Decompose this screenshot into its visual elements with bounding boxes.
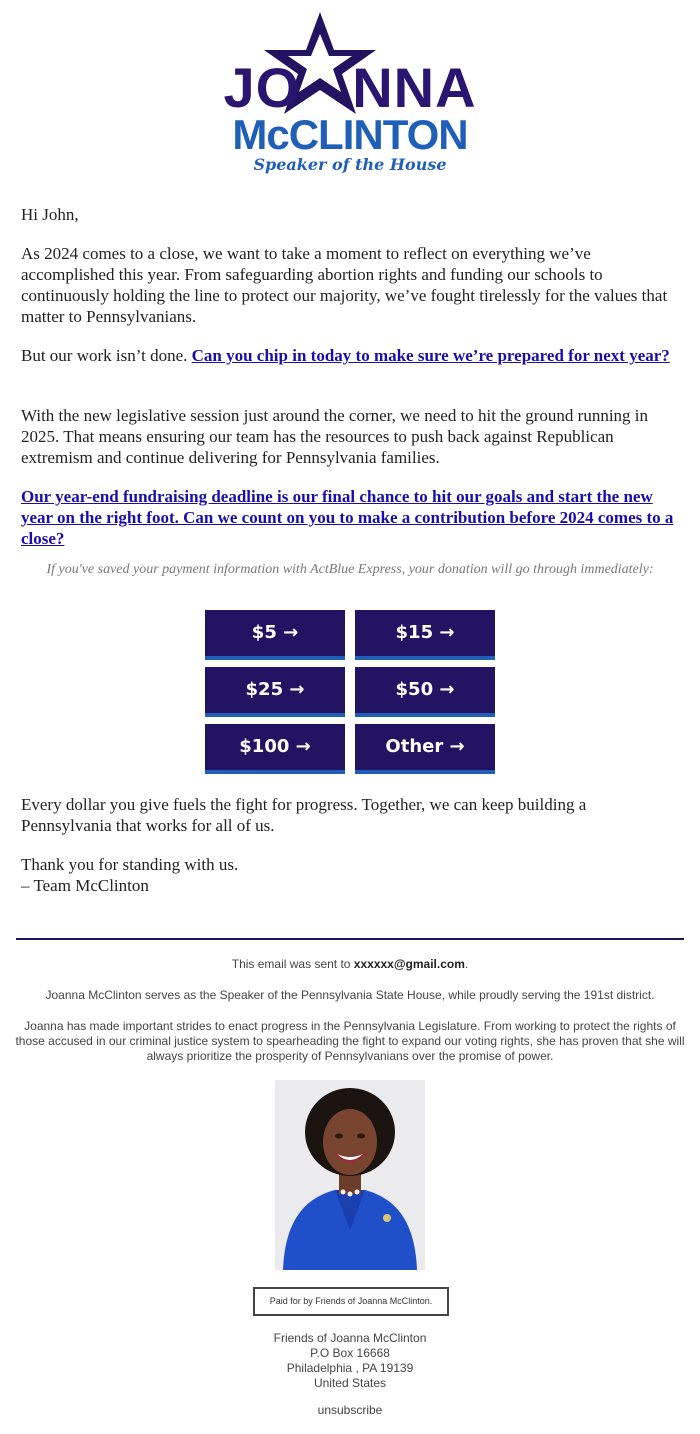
address-line: Philadelphia , PA 19139	[286, 1361, 414, 1375]
donate-other-button[interactable]: Other →	[355, 724, 495, 774]
donate-25-button[interactable]: $25 →	[205, 667, 345, 717]
logo-name-first: JO NNA	[223, 56, 477, 119]
paragraph-chip-in-text: But our work isn’t done.	[21, 346, 192, 365]
sent-to-line	[15, 957, 685, 972]
candidate-portrait-icon	[275, 1080, 425, 1270]
logo-tagline: Speaker of the House	[253, 155, 447, 174]
paragraph-reflect: As 2024 comes to a close, we want to take a moment to reflect on everything we’ve accomplished this year. From safeguarding abortion rights and funding our schools to continuously holding the line to protect our majority, we’ve fought tirelessly for the values that matter to Pennsylvanians.	[21, 244, 668, 326]
paragraph-chip-in	[21, 345, 681, 366]
logo-name-last: McCLINTON	[232, 111, 468, 158]
paragraph-session: With the new legislative session just around the corner, we need to hit the ground running in 2025. That means ensuring our team has the resources to push back against Republican extremism and continue delivering for Pennsylvania families.	[21, 406, 649, 467]
footer-divider	[16, 938, 684, 940]
sign-off	[21, 854, 681, 896]
chip-in-link[interactable]: Can you chip in today to make sure we’re prepared for next year?	[191, 346, 670, 365]
bio-progress: Joanna has made important strides to enact progress in the Pennsylvania Legislature. From working to protect the rights of those accused in our criminal justice system to spearheading the fight to expand our voting rights, she has proven that she will always prioritize the prosperity of Pennsylvanians over the promise of power.	[15, 1019, 685, 1063]
unsubscribe-link[interactable]: unsubscribe	[317, 1403, 383, 1417]
sign-off-thanks: Thank you for standing with us.	[21, 855, 239, 874]
sent-to-suffix: .	[464, 957, 469, 971]
candidate-photo	[275, 1080, 425, 1270]
paid-for-disclaimer: Paid for by Friends of Joanna McClinton.	[253, 1287, 449, 1316]
sent-to-prefix: This email was sent to	[231, 957, 354, 971]
address-line: P.O Box 16668	[310, 1346, 390, 1360]
mailing-address	[15, 1331, 685, 1391]
greeting: Hi John,	[21, 205, 79, 224]
donate-100-button[interactable]: $100 →	[205, 724, 345, 774]
paragraph-every-dollar: Every dollar you give fuels the fight for progress. Together, we can keep building a Pennsylvania that works for all of us.	[21, 795, 587, 835]
recipient-email: xxxxxx@gmail.com	[353, 957, 465, 971]
paragraph-deadline	[21, 486, 681, 549]
address-line: United States	[313, 1376, 387, 1390]
actblue-note: If you've saved your payment information with ActBlue Express, your donation will go through immediately:	[46, 562, 654, 577]
deadline-link[interactable]: Our year-end fundraising deadline is our final chance to hit our goals and start the new year on the right foot. Can we count on you to make a contribution before 2024 comes to a close?	[21, 487, 674, 548]
campaign-logo	[210, 10, 490, 174]
donate-5-button[interactable]: $5 →	[205, 610, 345, 660]
bio-speaker: Joanna McClinton serves as the Speaker of the Pennsylvania State House, while proudly serving the 191st district.	[45, 988, 655, 1002]
address-line: Friends of Joanna McClinton	[273, 1331, 427, 1345]
donate-15-button[interactable]: $15 →	[355, 610, 495, 660]
donate-50-button[interactable]: $50 →	[355, 667, 495, 717]
sign-off-team: – Team McClinton	[21, 876, 149, 895]
